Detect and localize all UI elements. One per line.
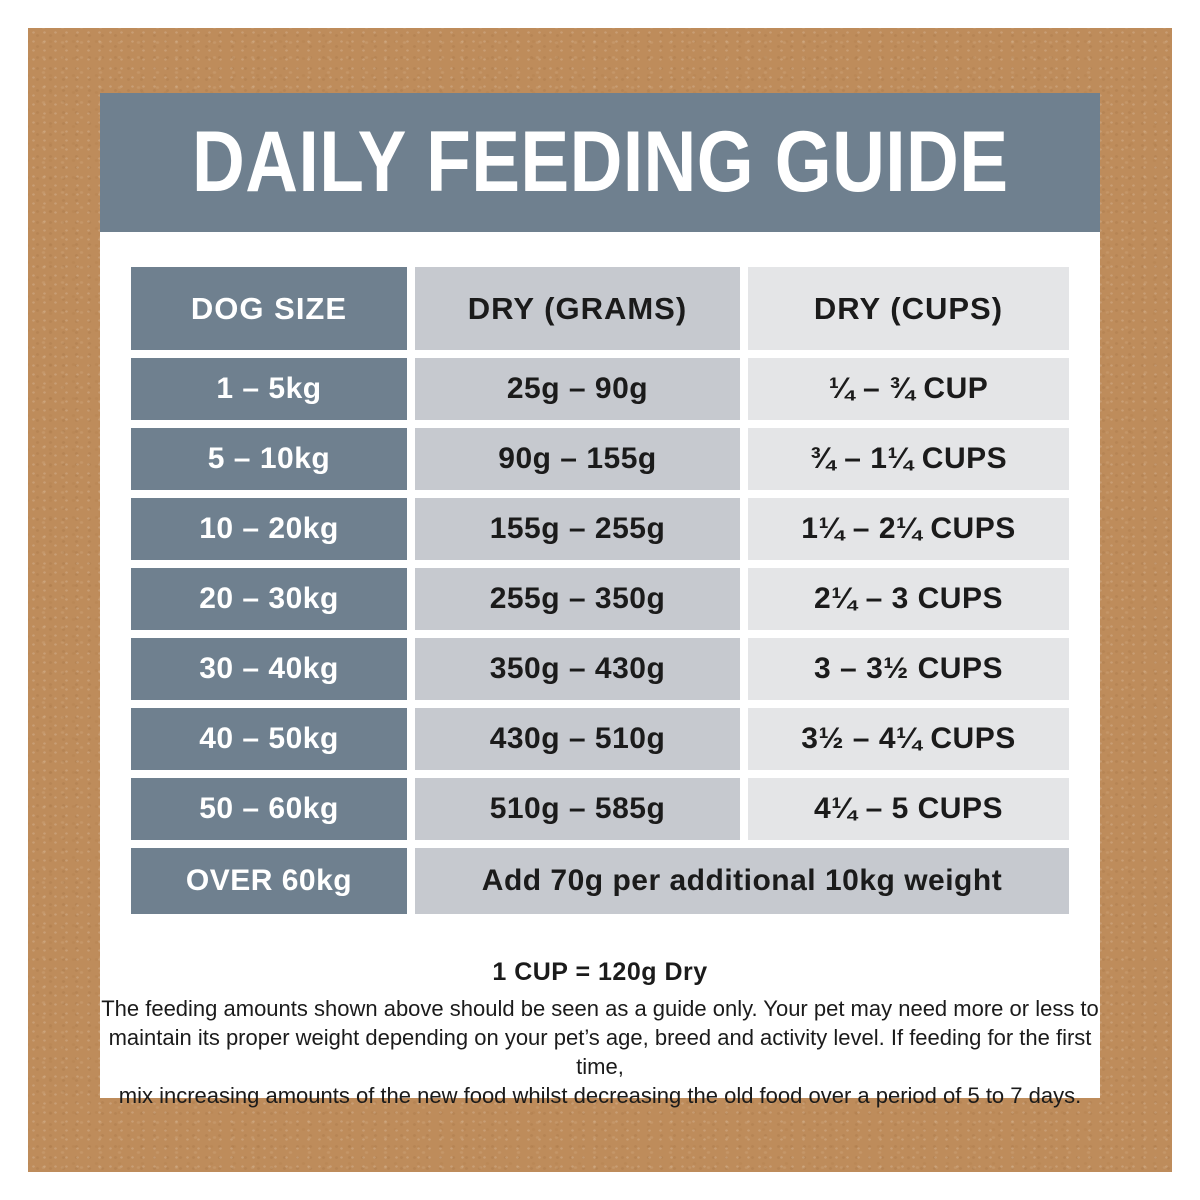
dog-size-cell-over-60kg: OVER 60kg xyxy=(131,848,407,914)
cups-cell: 4¼ – 5 CUPS xyxy=(748,778,1069,840)
grams-cell: 350g – 430g xyxy=(415,638,740,700)
cups-cell: 1¼ – 2¼ CUPS xyxy=(748,498,1069,560)
cup-conversion-note: 1 CUP = 120g Dry xyxy=(492,958,708,986)
feeding-guide-panel xyxy=(100,93,1100,1108)
grams-cell: 90g – 155g xyxy=(415,428,740,490)
column-header-dry-grams: DRY (GRAMS) xyxy=(415,267,740,350)
grams-cell: 510g – 585g xyxy=(415,778,740,840)
dog-size-cell: 30 – 40kg xyxy=(131,638,407,700)
column-header-dry-cups: DRY (CUPS) xyxy=(748,267,1069,350)
grams-cell: 155g – 255g xyxy=(415,498,740,560)
column-header-dog-size: DOG SIZE xyxy=(131,267,407,350)
cups-cell: 3½ – 4¼ CUPS xyxy=(748,708,1069,770)
dog-size-cell: 50 – 60kg xyxy=(131,778,407,840)
cups-cell: 3 – 3½ CUPS xyxy=(748,638,1069,700)
grams-cell: 255g – 350g xyxy=(415,568,740,630)
disclaimer-line: maintain its proper weight depending on your pet’s age, breed and activity level. If feeding for the first time, xyxy=(108,1025,1092,1079)
page-title: DAILY FEEDING GUIDE xyxy=(191,114,1009,210)
disclaimer-line: The feeding amounts shown above should be seen as a guide only. Your pet may need more or less to xyxy=(101,996,1099,1021)
disclaimer-line: mix increasing amounts of the new food whilst decreasing the old food over a period of 5 to 7 days. xyxy=(118,1083,1082,1108)
header-band xyxy=(100,93,1100,232)
grams-cell: 430g – 510g xyxy=(415,708,740,770)
grams-cell: 25g – 90g xyxy=(415,358,740,420)
textured-tan-border xyxy=(28,28,1172,1172)
dog-size-cell: 10 – 20kg xyxy=(131,498,407,560)
dog-size-cell: 40 – 50kg xyxy=(131,708,407,770)
over-60kg-note-cell: Add 70g per additional 10kg weight xyxy=(415,848,1069,914)
feeding-table xyxy=(131,267,1069,914)
disclaimer-text xyxy=(100,994,1100,1110)
cups-cell: ¼ – ¾ CUP xyxy=(748,358,1069,420)
cups-cell: ¾ – 1¼ CUPS xyxy=(748,428,1069,490)
dog-size-cell: 5 – 10kg xyxy=(131,428,407,490)
cups-cell: 2¼ – 3 CUPS xyxy=(748,568,1069,630)
dog-size-cell: 20 – 30kg xyxy=(131,568,407,630)
dog-size-cell: 1 – 5kg xyxy=(131,358,407,420)
